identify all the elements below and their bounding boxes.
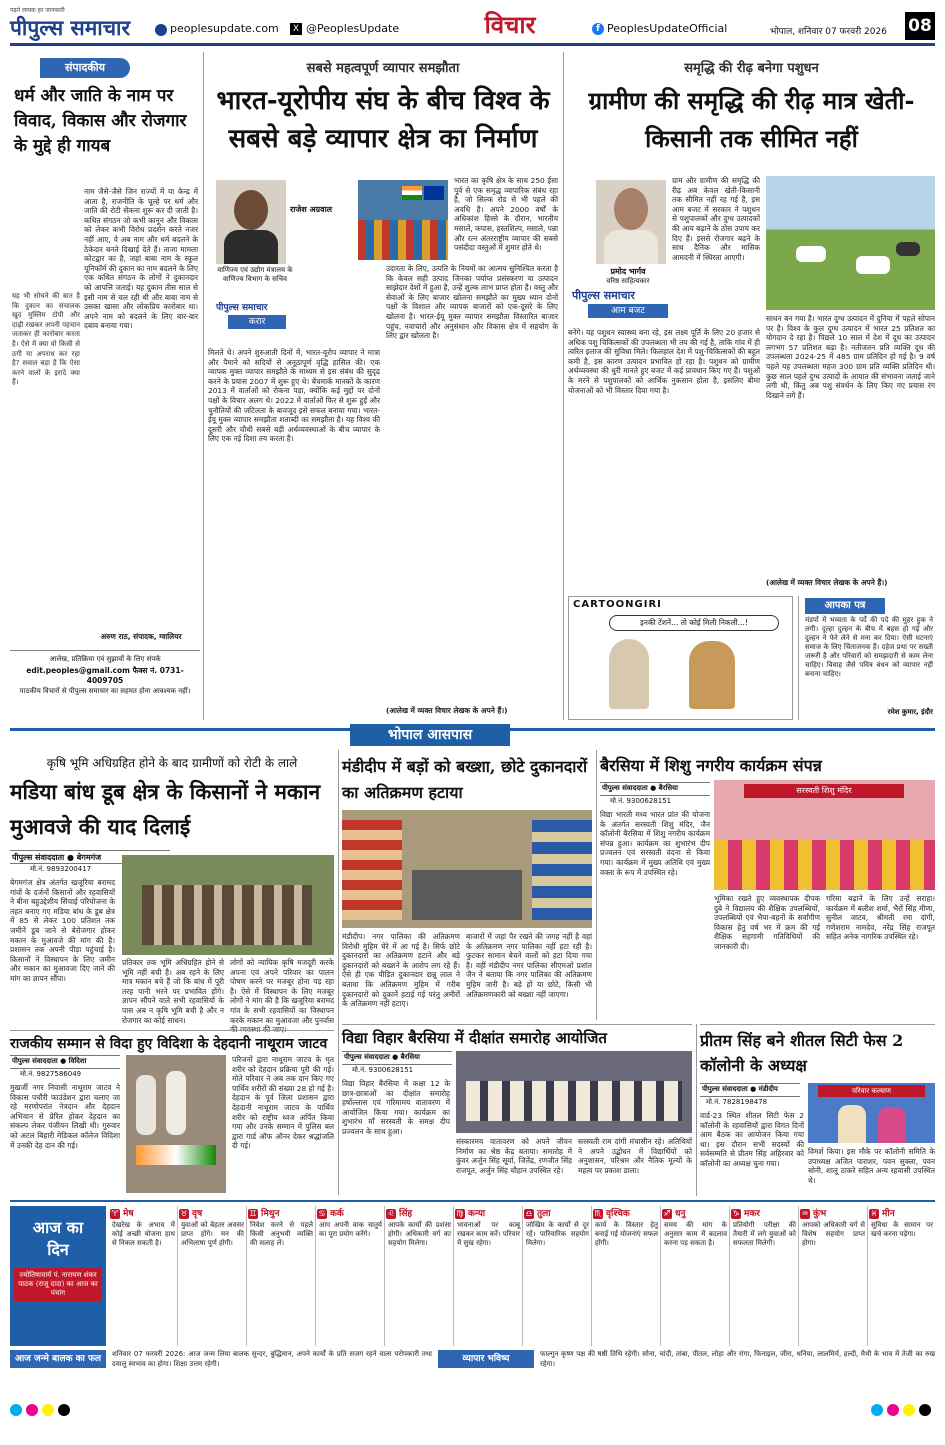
- trade-footer: (आलेख में व्यक्त विचार लेखक के अपने हैं।): [386, 706, 508, 715]
- dam-body-3: लोगों को न्यायिक कृषि मजदूरी करके अपना एवं अपने परिवार का पालन पोषण करने पर मजबूर होना पड़ रहा है। ऐसे में विस्थापन के लिए मजबूर लोगों ने मांग की है कि खजूरिया बरामद गांव के सभी रहवासियों का विस्थापन करके मकान का मुआवजा और पुनर्वास की व्यवस्था की जाए।: [230, 958, 334, 1035]
- diksha-story: [342, 1024, 692, 1196]
- section-title: विचार: [484, 10, 536, 39]
- dam-body-2: प्रतिकार तक भूमि अधिग्रहित होने से भूमि नहीं बची है। अब रहने के लिए मात्र मकान बचे हैं जो कि बांध में पूरी तरह पानी भरने पर प्रभावित होंगे। ज्ञापन सौंपने वाले सभी रहवासियों के पास अब न कृषि भूमि बची है और न रोजगार का कोई साधन।: [122, 958, 224, 1025]
- diksha-body-3: सरस्वती राम दांगी मंचासीन रहे। अतिथियों ने अपने उद्बोधन में विद्यार्थियों को अनुशासन, परिश्रम और नैतिक मूल्यों के महत्व पर प्रकाश डाला।: [578, 1137, 692, 1175]
- jatav-photo: [126, 1055, 226, 1193]
- pritam-story: [700, 1024, 935, 1196]
- cartoon-title: CARTOONGIRI: [573, 599, 662, 610]
- shishu-photo: [714, 780, 935, 890]
- pritam-byline: पीपुल्स संवाददाता ● मंडीदीप: [700, 1083, 800, 1097]
- zodiac-capricorn: ♑ मकर प्रतियोगी परीक्षा की तैयारी में लगे युवाओं को सफलता मिलेगी।: [731, 1206, 799, 1346]
- shishu-byline: पीपुल्स संवाददाता ● बैरसिया: [600, 782, 710, 796]
- dam-body: बेगमगंज क्षेत्र अंतर्गत खजूरिया बरामद गांवों के दर्जनों किसानों और रहवासियों ने बीना बहुउद्देशीय सिंचाई परियोजना के तहत बनाए गए मडिया बांध के डूब क्षेत्र में 85 से लेकर 100 प्रतिशत तक जमीनें डूब जाने से बेरोजगार होकर मकान के मुआवजे की मांग की है। प्रशासन तक अपनी पीड़ा पहुंचाई है। किसानों ने विस्थापन के लिए जमीन और मकान का मुआवजा दिए जाने की मांग का ज्ञापन सौंपा।: [10, 878, 115, 983]
- mandideep-story: [342, 750, 592, 1020]
- masthead: [10, 6, 935, 46]
- diksha-byline: पीपुल्स संवाददाता ● बैरसिया: [342, 1051, 452, 1065]
- cancer-icon: ♋: [318, 1208, 326, 1218]
- globe-icon: [155, 24, 167, 36]
- trade-brand: पीपुल्स समाचार: [216, 303, 268, 313]
- editorial-footer: [10, 650, 200, 720]
- trade-col1: भारत का कृषि क्षेत्र के साथ 250 ईसा पूर्व से एक समृद्ध व्यापारिक संबंध रहा है, जो सिल्क रोड से भी पहले की अवधि है। अपने 2000 वर्षों के अधिकांश हिस्से के दौरान, भारतीय मसालें, कपास, हस्तशिल्प, मसाले, पन्ना और रत्न अंतरराष्ट्रीय व्यापार की सबसे पसंदीदा वस्तुओं में शुमार होते थे।: [454, 176, 558, 253]
- agri-footer: (आलेख में व्यक्त विचार लेखक के अपने हैं।): [766, 578, 888, 587]
- libra-icon: ♎: [525, 1208, 533, 1218]
- local-banner: भोपाल आसपास: [350, 724, 510, 746]
- pritam-photo: [808, 1083, 935, 1143]
- agri-article: [568, 52, 935, 592]
- agri-body: बनेंगे। यह पशुधन स्वास्थ्य बना रहे, इस लक्ष्य पूर्ति के लिए 20 हजार से अधिक पशु चिकित्सकों की उपलब्धता भी तय की गई है, ताकि गांव में ही त्वरित इलाज की सुविधा मिले। फिलहाल देश में पशु-चिकित्सकों की बहुत कमी है, इस कारण उत्पादन प्रभावित हो रहा है। पशुधन को ग्रामीण अर्थव्यवस्था की धुरी मानते हुए बजट में कई प्रावधान किए गए हैं। पशुओं के मरने से पशुपालकों को आर्थिक नुकसान होता है, इसलिए बीमा योजनाओं को भी विस्तार दिया गया है।: [568, 328, 760, 395]
- cartoon-figure-2: [689, 641, 735, 709]
- today-title-2: दिन: [47, 1240, 69, 1259]
- zodiac-aries: ♈ मेष देखरेख के अभाव में कोई अच्छी योजना हाथ से निकल सकती है।: [110, 1206, 178, 1346]
- born-label: आज जन्मे बालक का फल: [10, 1350, 106, 1368]
- letters-title: आपका पत्र: [805, 598, 885, 614]
- born-text: शनिवार 07 फरवरी 2026: आज जन्म लिया बालक सुन्दर, बुद्धिमान, अपने कार्यों के प्रति सजग रहने वाला परोपकारी तथा दयालु स्वभाव का होगा। शिक्षा उत्तम रहेगी।: [112, 1350, 432, 1368]
- today-box: [10, 1206, 106, 1346]
- mandideep-headline: मंडीदीप में बड़ों को बख्शा, छोटे दुकानदारों का अतिक्रमण हटाया: [342, 757, 588, 802]
- zodiac-grid: [110, 1206, 935, 1346]
- author-photo-bhargav: [596, 180, 666, 264]
- trade-author-title: वाणिज्य एवं उद्योग मंत्रालय के वाणिज्य विभाग के सचिव: [217, 266, 293, 283]
- jatav-byline: पीपुल्स संवाददाता ● विदिशा: [10, 1055, 120, 1069]
- page-number: 08: [905, 12, 935, 40]
- virgo-icon: ♍: [456, 1208, 464, 1218]
- jatav-story: [10, 1030, 334, 1195]
- trade-tag: करार: [228, 315, 286, 329]
- footer-disclaimer: पाठकीय विचारों से पीपुल्स समाचार का सहमत होना आवश्यक नहीं।: [19, 687, 191, 695]
- jatav-body: मुखर्जी नगर निवासी नाथूराम जाटव ने विकास पचौरी फाउंडेशन द्वारा चलाए जा रहे मरणोपरांत नेत्रदान और देहदान अभियान से प्रेरित होकर देहदान का संकल्प लेकर पंजीयन लिखी थी। गुरुवार को अटल बिहारी मेडिकल कॉलेज विदिशा में उनकी देह दान की गई।: [10, 1083, 120, 1150]
- gemini-icon: ♊: [249, 1208, 257, 1218]
- diksha-body: विद्या विहार बैरसिया में कक्षा 12 के छात्र-छात्राओं का दीक्षांत समारोह हर्षोल्लास एवं गरिमामय वातावरण में आयोजित किया गया। कार्यक्रम का शुभारंभ माँ सरस्वती के समक्ष दीप प्रज्वलन के साथ हुआ।: [342, 1079, 450, 1136]
- business-text: फाल्गुन कृष्ण पक्ष की षष्ठी तिथि रहेगी। सोना, चांदी, तांबा, पीतल, लोहा और रांगा, फिनाइल, जीरा, धनिया, लालमिर्च, हल्दी, मैथी के भाव में तेजी का रुख रहेगा।: [540, 1350, 935, 1368]
- leo-icon: ♌: [387, 1208, 395, 1218]
- zodiac-taurus: ♉ वृष युवाओं को बेहतर अवसर प्राप्त होंगे। मन की अभिलाषा पूर्ण होगी।: [179, 1206, 247, 1346]
- horoscope-section: [10, 1200, 935, 1432]
- editorial-tag: संपादकीय: [40, 58, 130, 78]
- agri-brand: पीपुल्स समाचार: [572, 289, 635, 302]
- today-title-1: आज का: [32, 1218, 84, 1237]
- trade-body-2: उदारता के लिए, उत्पति के नियमों का आत्मय सुनिश्चित करता है कि केवल सही उत्पाद जिनका पर्याप्त प्रसंस्करण या उत्पादन साझेदार देशों में हुआ है, उन्हें शुल्क लाभ प्राप्त होता है। वस्तु और सेवाओं के लिए बाजार खोलना समझौते का मुख्य ध्यान दोनों पक्षों के विशाल और व्यापक बाजारों को एक-दूसरे के लिए खोलना है। भारत-ईयू मुक्त व्यापार समझौता विस्तारित बाजार पहुंच, नवाचारों और अनुसंधान और विकास क्षेत्र में सहयोग के लिए द्वार खोलता है।: [386, 264, 559, 341]
- shishu-body-2: भूमिका रखते हुए व्यवस्थापक दीपक दुबे ने विद्यालय की शैक्षिक उपलब्धियों, उपलब्धियों एवं भैया-बहनों के सर्वांगीण विकास हेतु वर्ष भर में क्रम की गई शैक्षिक सहगामी गतिविधियों की जानकारी दी।: [714, 894, 820, 951]
- agri-headline: ग्रामीण की समृद्धि की रीढ़ मात्र खेती-किसानी तक सीमित नहीं: [588, 86, 915, 153]
- agri-kicker: समृद्धि की रीढ़ बनेगा पशुधन: [684, 61, 819, 76]
- dam-phone: मो.नं. 9893200417: [30, 865, 92, 873]
- pisces-icon: ♓: [870, 1208, 878, 1218]
- shishu-body: विद्या भारती मध्य भारत प्रांत की योजना के अंतर्गत सरस्वती शिशु मंदिर, जैन कॉलोनी बैरसिया में शिशु नगरीय कार्यक्रम संपन्न हुआ। कार्यक्रम का शुभारंभ दीप प्रज्वलन एवं सरस्वती वंदना से किया गया। कार्यक्रम में मुख्य अतिथि एवं मुख्य वक्ता के रूप में उपस्थित रहे।: [600, 810, 710, 877]
- shishu-headline: बैरसिया में शिशु नगरीय कार्यक्रम संपन्न: [600, 756, 822, 775]
- shishu-phone: मो.नं. 9300628151: [610, 797, 672, 805]
- letters-box: [798, 596, 935, 720]
- zodiac-libra: ♎ तुला जोखिम के कार्यों से दूर रहें। पारिवारिक सहयोग मिलेगा।: [524, 1206, 592, 1346]
- color-registration-strip: [10, 1398, 935, 1428]
- zodiac-gemini: ♊ मिथुन निवेश करने से पहले किसी अनुभवी व्यक्ति की सलाह लें।: [248, 1206, 316, 1346]
- facebook-handle[interactable]: PeoplesUpdateOfficial: [607, 22, 728, 35]
- pritam-headline: प्रीतम सिंह बने शीतल सिटी फेस 2 कॉलोनी के अध्यक्ष: [700, 1031, 904, 1075]
- jatav-body-2: परिजनों द्वारा नाथूराम जाटव के मृत शरीर को देहदान प्रक्रिया पूरी की गई। मोते परिवार ने अब तक दान किए गए पार्थिव शरीरों की संख्या 28 हो गई है। देहदान के पूर्व जिला प्रशासन द्वारा देहदानी नाथूराम जाटव के पार्थिव शरीर को राष्ट्रीय ध्वज अर्पित किया गया और उनके सम्मान में पुलिस बल द्वारा गार्ड ऑफ ऑनर देकर श्रद्धांजलि दी गई।: [232, 1055, 334, 1151]
- dam-byline: पीपुल्स संवाददाता ● बेगमगंज: [10, 850, 170, 864]
- footer-contact-label: आलेख, प्रतिक्रिया एवं सुझावों के लिए संपर्क: [49, 655, 161, 663]
- editorial-signature: अरुण राठ, संपादक, ग्वालियर: [100, 632, 182, 641]
- trade-article: [208, 52, 558, 720]
- footer-email[interactable]: edit.peoples@gmail.com: [26, 666, 130, 675]
- x-twitter-icon: X: [290, 23, 302, 35]
- editorial-body: नाम जैसे-जैसे जिन राज्यों में या केन्द्र में आता है, राजनीति के चूल्हे पर धर्म और जाति की रोटी सेंकना शुरू कर दी जाती है। कथित संगठन जो कभी कानून और विकास को लेकर कभी विरोध प्रदर्शन करते नजर नहीं आए, वे अब नाम और धर्म बदलने के ठेकेदार बनते दिखाई देते हैं। ताजा मामला कोटद्वार का है, जहां बाबा नाम के स्कूल यूनिफॉर्म की दुकान का नाम बदलने के लिए एक कथित संगठन के लोगों ने दुकानदार को आपत्ति जताई। यह दुकान तीस साल से इसी नाम से चल रही थी और बाबा नाम से उसका खासा और लोकप्रिय कारोबार था। अपने नाम को बदलने के लिए बार-बार दबाव बनाया गया।: [84, 187, 198, 331]
- cartoon-speech: इनकी टेंशनें... तो कोई मिली निकली...!: [609, 615, 779, 631]
- zodiac-sagittarius: ♐ धनु समय की मांग के अनुसार काम में बदलाव करना पड़ सकता है।: [662, 1206, 730, 1346]
- footer-fax: फैक्स नं. 0731-4009705: [86, 666, 184, 685]
- mandideep-photo: [342, 810, 592, 928]
- logo: पीपुल्स समाचार: [10, 15, 131, 40]
- diksha-photo: [456, 1051, 692, 1133]
- agri-author-title: वरिष्ठ साहित्यकार: [606, 277, 650, 285]
- agri-author-name: प्रमोद भार्गव: [610, 267, 646, 276]
- mandideep-body-2: बाजारों में जहां पैर रखने की जगह नहीं है वहां के अतिक्रमण नगर पालिका नहीं हटा रही है। फुटकर सामान बेचने वालों को हटा दिया गया है। वहीं मंडीदीप नगर पालिका सीएमओ प्रशांत जैन ने बताया कि नगर पालिका की अतिक्रमण मुहिम जारी है। बड़े हों या छोटे, किसी भी अतिक्रमणकारी को बख्शा नहीं जाएगा।: [466, 932, 592, 999]
- shishu-body-3: गरिमा बढ़ाने के लिए उन्हें सराहा। कार्यक्रम में बलीश शर्मा, भैरों सिंह मीणा, सुनील जाटव, श्रीमती रमा दांगी, गणेशराम नामदेव, नरेंद्र सिंह राजपूत सहित अनेक नागरिक उपस्थित रहे।: [826, 894, 935, 942]
- panchang-text: ज्योतिषाचार्य पं. नारायण शंकर पाठक (राजू दादा) का आज का पंचांग: [14, 1268, 102, 1301]
- dateline: भोपाल, शनिवार 07 फरवरी 2026: [770, 27, 887, 37]
- aquarius-icon: ♒: [801, 1208, 809, 1218]
- sagittarius-icon: ♐: [663, 1208, 671, 1218]
- zodiac-aquarius: ♒ कुंभ आपको अधिकारी वर्ग से विशेष सहयोग प्राप्त होगा।: [800, 1206, 868, 1346]
- agri-intro: ग्राम और ग्रामीण की समृद्धि की रीढ़ अब केवल खेती-किसानी तक सीमित नहीं रह गई है, इस आम बजट में सरकार ने पशुधन से पशुपालकों और दुग्ध उत्पादकों की आय बढ़ाने के ठोस उपाय कर दिए हैं। इससे रोजगार बढ़ने के साथ दैनिक और मासिक आमदनी में स्थिरता आएगी।: [672, 176, 760, 262]
- dam-photo: [122, 855, 334, 955]
- pritam-body: वार्ड-23 स्थित शीतल सिटी फेस 2 कॉलोनी के रहवासियों द्वारा विगत दिनों आम बैठक का आयोजन किया गया था। इस दौरान सभी सदस्यों की सर्वसम्मति से प्रीतम सिंह अहिरवार को कॉलोनी का अध्यक्ष चुना गया।: [700, 1111, 804, 1168]
- shishu-story: [600, 750, 935, 1020]
- logo-tagline: पढ़ने लायक हर जानकारी: [10, 7, 65, 14]
- diksha-body-2: संस्कारमय वातावरण को अपने जीवन निर्माण का श्रेष्ठ केंद्र बताया। समारोह में कुंवर अर्जुन सिंह सूर्या, जितेंद्र, रणजीत सिंह राजपूत, अर्जुन सिंह चौहान उपस्थित रहे।: [456, 1137, 572, 1175]
- pritam-phone: मो.नं. 7828198478: [706, 1098, 768, 1106]
- dam-kicker: कृषि भूमि अधिग्रहित होने के बाद ग्रामीणों को रोटी के लाले: [46, 756, 298, 770]
- trade-photo-containers: [358, 180, 448, 260]
- business-label: व्यापार भविष्य: [438, 1350, 534, 1368]
- trade-body: मिलते थे। अपने शुरुआती दिनों में, भारत-यूरोप व्यापार ने मात्रा और पैमाने को सदियों से अनूठापूर्ण वृद्धि हासिल की। एक व्यापक मुक्त व्यापार समझौते के माध्यम से इस संबंध की सुदृढ़ करने के प्रयास 2007 में शुरू हुए थे। बेंचमार्क मानकों के कारण 2013 में वार्ताओं को रोकना पड़ा, क्योंकि कई मुद्दों पर दोनों पक्षों के विचार अलग थे। 2022 में वार्ताओं फिर से शुरू हुईं और चुनौतियों की जटिलता के बावजूद इसे सफल बनाया गया। भारत-ईयू मुक्त व्यापार समझौता शताब्दी का समझौता है। यह विश्व की दूसरी और चौथी सबसे बड़ी अर्थव्यवस्थाओं के बीच व्यापार के लिए एक नई दिशा तय करता है।: [208, 348, 380, 444]
- shishu-photo-banner: सरस्वती शिशु मंदिर: [744, 784, 904, 798]
- jatav-phone: मो.नं. 9827586049: [20, 1070, 82, 1078]
- zodiac-scorpio: ♏ वृश्चिक कार्य के विस्तार हेतु बनाई गई योजनाएं सफल होंगी।: [593, 1206, 661, 1346]
- diksha-phone: मो.नं. 9300628151: [352, 1066, 414, 1074]
- trade-headline: भारत-यूरोपीय संघ के बीच विश्व के सबसे बड़े व्यापार क्षेत्र का निर्माण: [216, 86, 550, 154]
- author-photo-agrawal: [216, 180, 286, 264]
- site-link[interactable]: peoplesupdate.com: [170, 22, 279, 35]
- cartoon-box: [568, 596, 793, 720]
- zodiac-pisces: ♓ मीन सुविधा के सामान पर खर्च करना पड़ेगा।: [870, 1208, 933, 1238]
- cartoon-figure-1: [609, 639, 649, 709]
- editorial-sidebar: यह भी सोचने की बात है कि दुकान का संचालक खुद मुस्लिम टोपी और दाढ़ी रखकर अपनी पहचान जताकर ही कारोबार करता है। ऐसे में क्या वो किसी से ठगी या अपराध कर रहा है? सवाल बड़ा है कि ऐसा करने वालों के इरादे क्या हैं।: [12, 292, 80, 387]
- zodiac-leo: ♌ सिंह आपके कार्यों की प्रशंसा होगी। अधिकारी वर्ग का सहयोग मिलेगा।: [386, 1206, 454, 1346]
- agri-body-2: साधन बन गया है। भारत दुग्ध उत्पादन में दुनिया में पहले सोपान पर है। विश्व के कुल दुग्ध उत्पादन में भारत 25 प्रतिशत का योगदान दे रहा है। पिछले 10 साल में देश में दूध का उत्पादन लगभग 57 प्रतिशत बढ़ा है। नतीजतन प्रति व्यक्ति दूध की उपलब्धता 2024-25 में 485 ग्राम प्रतिदिन हो गई है। 9 वर्ष पहले यह उपलब्धता महज 300 ग्राम प्रति व्यक्ति प्रतिदिन थी। कुछ साल पहले दुग्ध उत्पादों के आयात की संभावना जताई जाने लगी थी, किंतु अब पशु संवर्धन के लिए किए गए प्रयास रंग दिखाने लगे हैं।: [766, 314, 935, 400]
- agri-tag: आम बजट: [588, 304, 668, 318]
- dam-headline: मडिया बांध डूब क्षेत्र के किसानों ने मकान मुआवजे की याद दिलाई: [10, 779, 321, 839]
- facebook-icon: f: [592, 23, 604, 35]
- twitter-handle[interactable]: @PeoplesUpdate: [306, 22, 400, 35]
- jatav-headline: राजकीय सम्मान से विदा हुए विदिशा के देहदानी नाथूराम जाटव: [10, 1036, 328, 1052]
- trade-kicker: सबसे महत्वपूर्ण व्यापार समझौता: [306, 61, 460, 76]
- editorial-column: [10, 52, 200, 720]
- zodiac-cancer: ♋ कर्क आप अपनी वाक चातुर्य का पूरा प्रयोग करेंगे।: [317, 1206, 385, 1346]
- diksha-headline: विद्या विहार बैरसिया में दीक्षांत समारोह आयोजित: [342, 1029, 607, 1047]
- dam-story: [10, 750, 334, 1035]
- trade-author-name: राजेश अग्रवाल: [290, 205, 333, 214]
- pritam-photo-banner: परिवार कल्याण: [818, 1085, 925, 1097]
- agri-photo-cows: [766, 176, 935, 310]
- taurus-icon: ♉: [180, 1208, 188, 1218]
- zodiac-virgo: ♍ कन्या भावनाओं पर काबू रखकर काम करें। परिवार में सुख रहेगा।: [455, 1206, 523, 1346]
- capricorn-icon: ♑: [732, 1208, 740, 1218]
- scorpio-icon: ♏: [594, 1208, 602, 1218]
- pritam-body-2: विमर्श किया। इस मौके पर कॉलोनी समिति के उपाध्यक्ष अजित पाराशर, पवन सुक्ला, पवन सोनी, शालू ठाकरे सहित अन्य रहवासी उपस्थित थे।: [808, 1147, 935, 1185]
- aries-icon: ♈: [111, 1208, 119, 1218]
- letters-signature: रमेश कुमार, इंदौर: [887, 708, 933, 716]
- letters-body: मंडपों में भव्यता के पर्दे की पदे की मुहर हुक ने लगी। दूल्हा दुल्हन के बीच में बहस हो गई और दुल्हन ने फेरे लेने से मना कर दिया। ऐसी घटनाएं समाज के लिए चिंताजनक हैं। दहेज प्रथा पर सख्ती जरूरी है और परिवारों को समझदारी से काम लेना चाहिए। विवाह जैसे पवित्र बंधन को व्यापार नहीं बनाना चाहिए।: [805, 616, 933, 678]
- mandideep-body: मंडीदीप। नगर पालिका की अतिक्रमण विरोधी मुहिम घेरे में आ गई है। सिर्फ छोटे दुकानदारों का अतिक्रमण हटाने और बड़े दुकानदारों को बख्शने के आरोप लग रहे हैं। ऐसे ही एक पीड़ित दुकानदार छन्नू लाल ने बताया कि अतिक्रमण मुहिम में गरीब दुकानदारों को दुकानें हटाई गई परंतु अमीरों के अतिक्रमण नहीं हटाए।: [342, 932, 460, 1009]
- editorial-headline: धर्म और जाति के नाम पर विवाद, विकास और रोजगार के मुद्दे ही गायब: [14, 86, 187, 156]
